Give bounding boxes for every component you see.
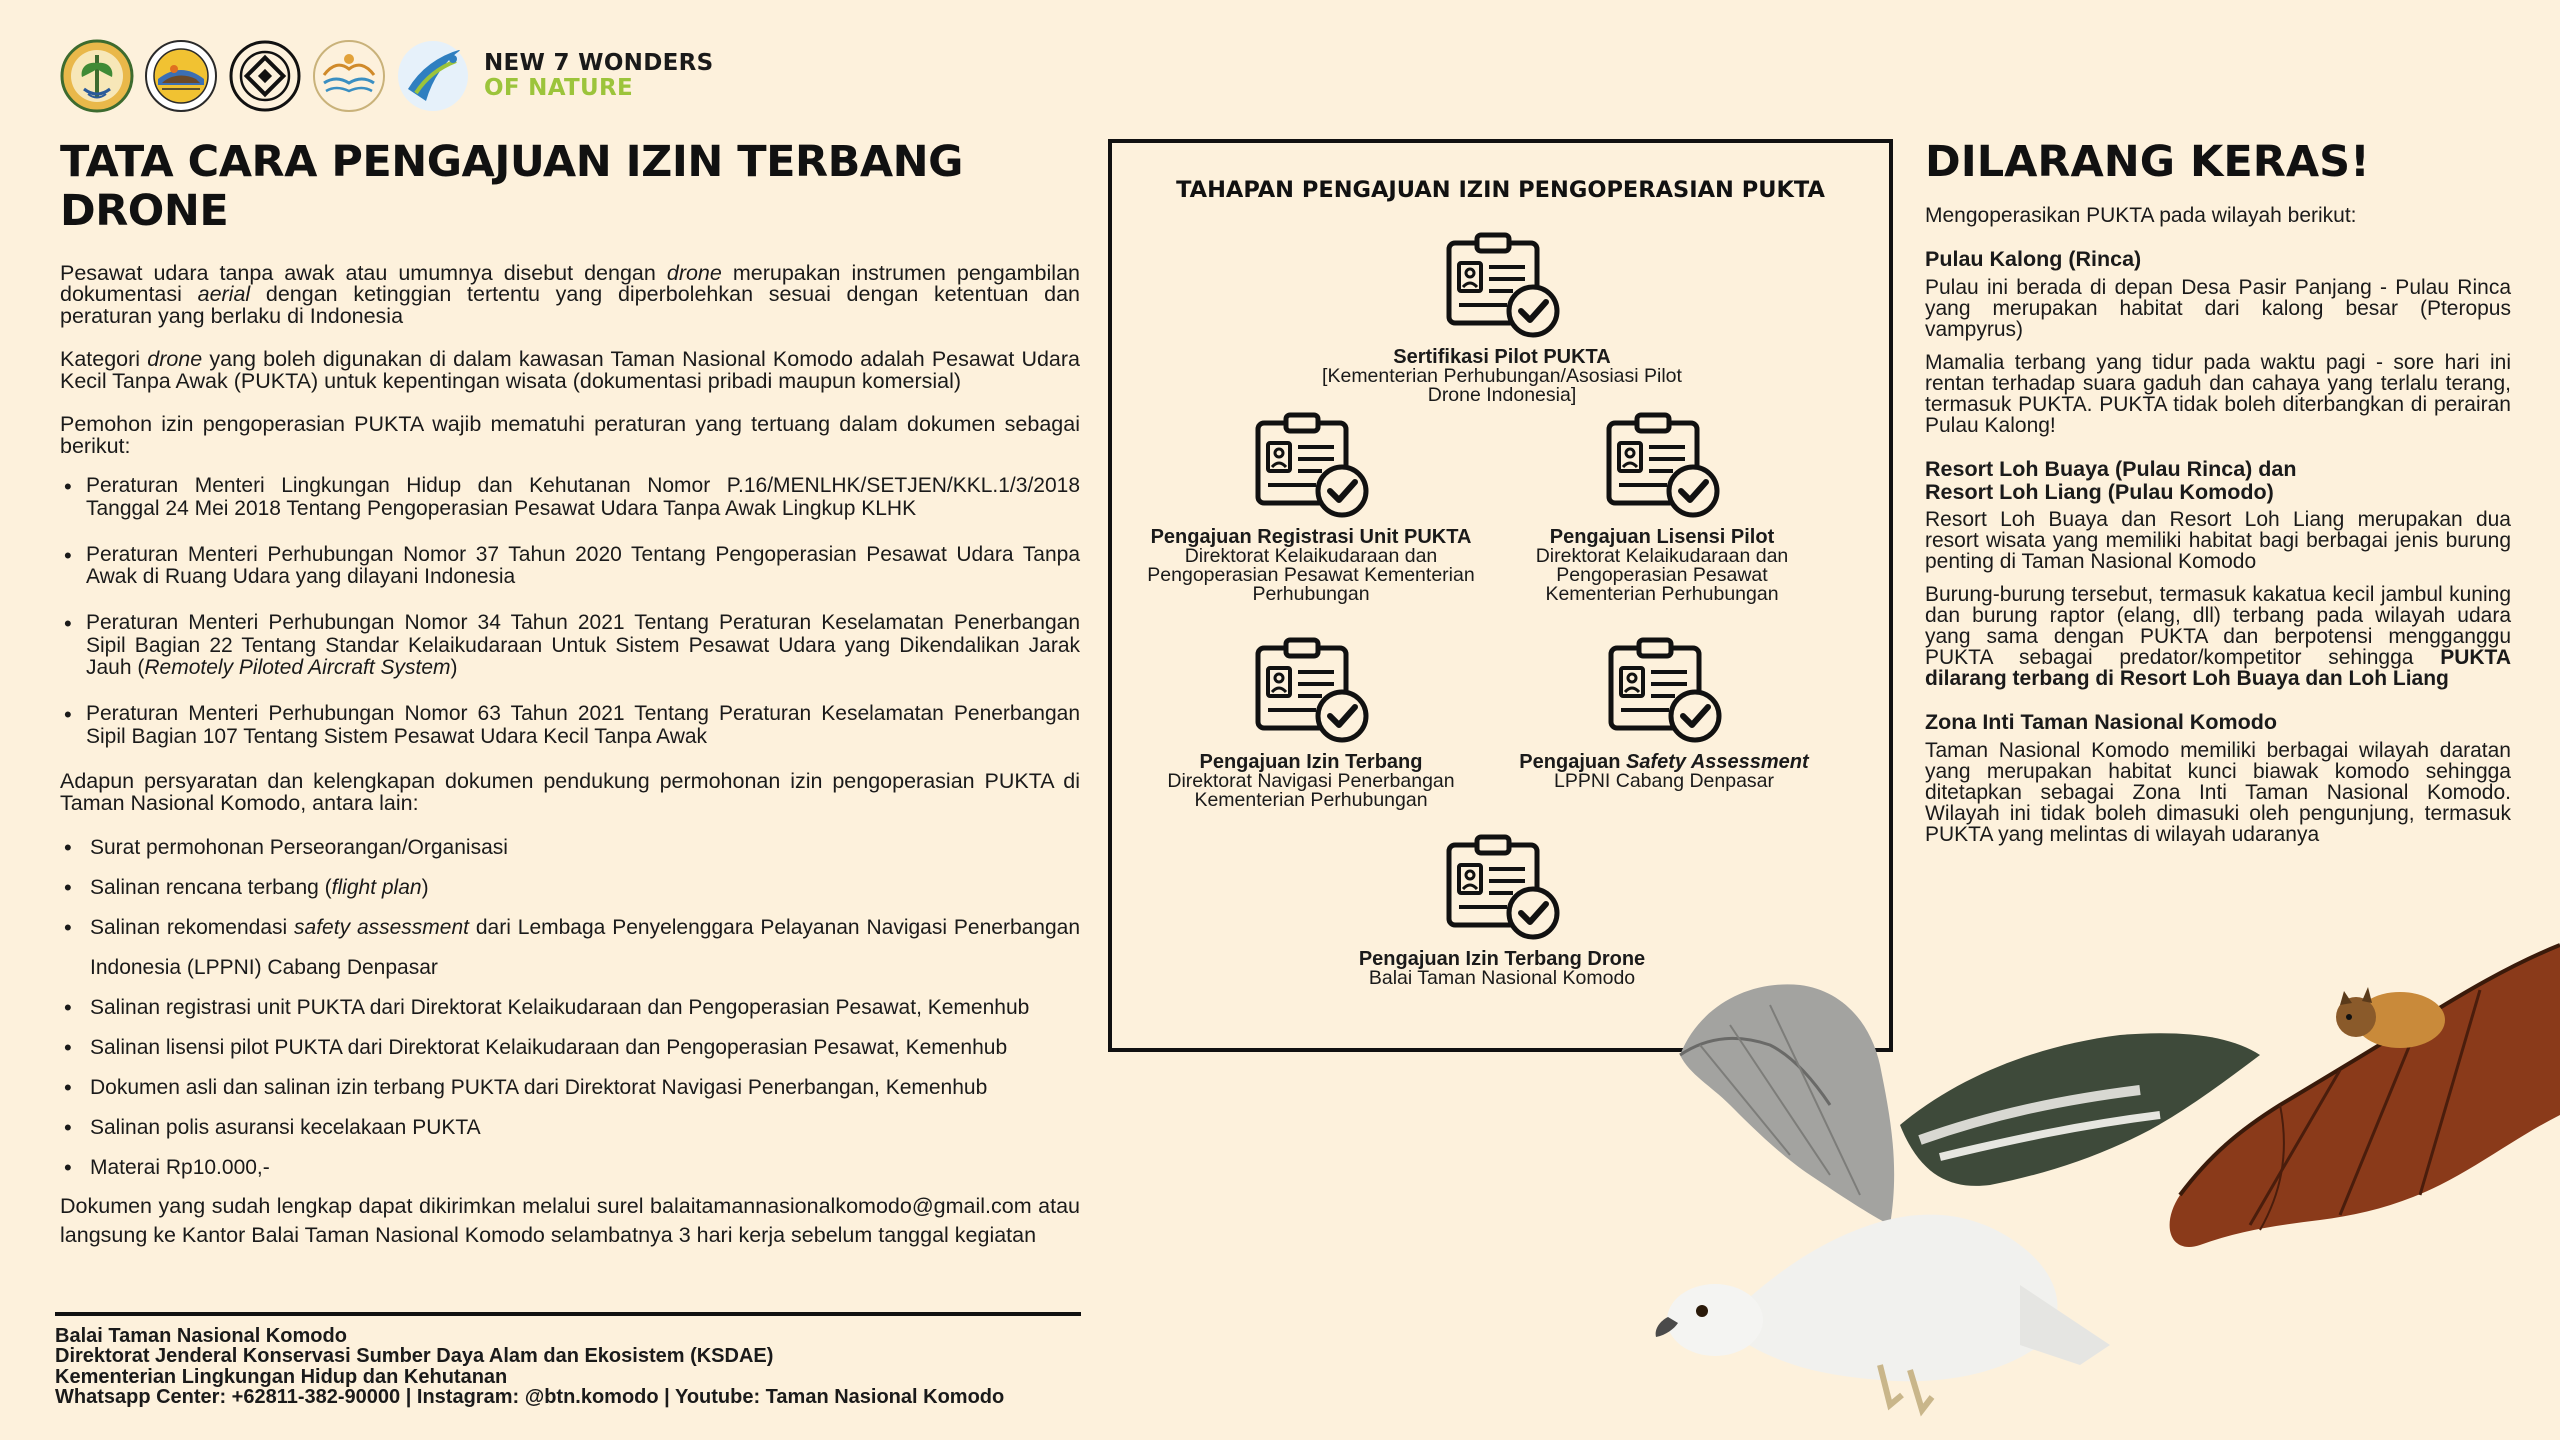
left-column (60, 138, 1080, 1249)
regulation-text: Peraturan Menteri Lingkungan Hidup dan Kehutanan Nomor P.16/MENLHK/SETJEN/KKL.1/3/2018 Tanggal 24 Mei 2018 Tentang Pengoperasian Pesawat Udara Tanpa Awak Lingkup KLHK (86, 474, 1080, 521)
clipboard-check-icon (1246, 636, 1376, 746)
biosphere-reserve-logo (312, 39, 386, 113)
requirement-text: Materai Rp10.000,- (90, 1156, 270, 1180)
p1-text-a: Pesawat udara tanpa awak atau umumnya disebut dengan (60, 260, 667, 285)
step-title: Pengajuan Izin Terbang Drone (1358, 948, 1646, 970)
page-title: TATA CARA PENGAJUAN IZIN TERBANG DRONE (60, 137, 963, 237)
requirement-item (60, 988, 1080, 1028)
world-heritage-logo (228, 39, 302, 113)
step-unit-registration (1136, 411, 1486, 604)
requirement-italic: flight plan (331, 876, 422, 900)
p2-italic-drone: drone (147, 347, 203, 372)
step-flight-permit (1136, 636, 1486, 810)
zone-heading-core-zone: Zona Inti Taman Nasional Komodo (1925, 710, 2277, 735)
zone-text-a: Burung-burung tersebut, termasuk kakatua kecil jambul kuning dan burung raptor (elang, dll) terbang pada wilayah udara yang sama dengan PUKTA dan berpotensi mengganggu PUKTA sebagai predator/kompetitor sehingga (1925, 583, 2511, 670)
p1-italic-drone: drone (666, 260, 722, 285)
clipboard-check-icon (1597, 411, 1727, 521)
p2-text-a: Kategori (60, 347, 148, 372)
zone-text: Resort Loh Buaya dan Resort Loh Liang merupakan dua resort wisata yang memiliki habitat bagi berbagai jenis burung penting di Taman Nasional Komodo (1925, 508, 2511, 574)
regulation-italic: Remotely Piloted Aircraft System (144, 656, 451, 680)
zone-heading-resort (1925, 458, 2511, 503)
p1-italic-aerial: aerial (197, 282, 251, 307)
step-description: Direktorat Kelaikudaraan dan Pengoperasian Pesawat Kementerian Perhubungan (1535, 545, 1789, 606)
clipboard-check-icon (1246, 411, 1376, 521)
p1-text-c: merupakan instrumen pengambilan dokumentasi (60, 260, 1080, 307)
footer-contact-line: Whatsapp Center: +62811-382-90000 | Instagram: @btn.komodo | Youtube: Taman Nasional Komodo (55, 1386, 1005, 1409)
intro-paragraph-2 (60, 349, 1080, 392)
zone-heading-pulau-kalong: Pulau Kalong (Rinca) (1925, 247, 2142, 272)
regulation-item (60, 544, 1080, 589)
zone-heading-line: Resort Loh Buaya (Pulau Rinca) dan (1925, 457, 2297, 481)
steps-box-title: TAHAPAN PENGAJUAN IZIN PENGOPERASIAN PUKTA (1176, 177, 1825, 203)
step-description: Direktorat Navigasi Penerbangan Kementerian Perhubungan (1167, 770, 1455, 812)
step-drone-flight-permit (1312, 833, 1692, 988)
intro-paragraph-1 (60, 260, 1080, 328)
regulation-text: Peraturan Menteri Perhubungan Nomor 37 Tahun 2020 Tentang Pengoperasian Pesawat Udara Tanpa Awak di Ruang Udara yang dilayani Indonesia (86, 542, 1080, 589)
requirement-text: Salinan lisensi pilot PUKTA dari Direktorat Kelaikudaraan dan Pengoperasian Pesawat, Kemenhub (90, 1036, 1008, 1060)
requirements-list (60, 828, 1080, 1188)
regulation-item (60, 612, 1080, 680)
prohibited-title: DILARANG KERAS! (1925, 137, 2370, 187)
step-pilot-certification (1312, 231, 1692, 405)
requirement-item (60, 868, 1080, 908)
step-description: LPPNI Cabang Denpasar (1553, 770, 1775, 792)
requirement-item (60, 1068, 1080, 1108)
requirement-item (60, 828, 1080, 868)
white-bellied-sea-eagle-image (1656, 984, 2260, 1410)
p1-text-e: dengan ketinggian tertentu yang diperbolehkan sesuai dengan ketentuan dan peraturan yang berlaku di Indonesia (60, 282, 1080, 328)
requirement-text: Salinan polis asuransi kecelakaan PUKTA (90, 1116, 481, 1140)
requirements-intro: Adapun persyaratan dan kelengkapan dokumen pendukung permohonan izin pengoperasian PUKTA di Taman Nasional Komodo, antara lain: (60, 769, 1080, 815)
requirement-item (60, 908, 1080, 988)
regulation-end: ) (450, 656, 458, 680)
zone-text: Mamalia terbang yang tidur pada waktu pagi - sore hari ini rentan terhadap suara gaduh dan cahaya yang terlalu terang, termasuk PUKTA. PUKTA tidak boleh diterbangkan di perairan Pulau Kalong! (1925, 351, 2511, 437)
zone-text-bold: PUKTA dilarang terbang di Resort Loh Buaya dan Loh Liang (1925, 646, 2511, 691)
requirement-item (60, 1108, 1080, 1148)
step-title-a: Pengajuan (1519, 751, 1626, 773)
zone-heading-line: Resort Loh Liang (Pulau Komodo) (1925, 479, 2274, 504)
step-pilot-license (1512, 411, 1812, 604)
regulation-item (60, 475, 1080, 520)
requirement-text: Salinan registrasi unit PUKTA dari Direktorat Kelaikudaraan dan Pengoperasian Pesawat, Kemenhub (90, 996, 1030, 1020)
tn-komodo-logo (144, 39, 218, 113)
zone-text: Taman Nasional Komodo memiliki berbagai wilayah daratan yang merupakan habitat kunci biawak komodo sehingga ditetapkan sebagai Zona Inti Taman Nasional Komodo. Wilayah ini tidak boleh dimasuki oleh pengunjung, termasuk PUKTA yang melintas di wilayah udaranya (1925, 738, 2511, 846)
prohibited-intro: Mengoperasikan PUKTA pada wilayah berikut: (1925, 204, 2357, 228)
regulation-text: Peraturan Menteri Perhubungan Nomor 63 Tahun 2021 Tentang Peraturan Keselamatan Penerbangan Sipil Bagian 107 Tentang Sistem Pesawat Udara Kecil Tanpa Awak (86, 702, 1080, 748)
requirement-item (60, 1028, 1080, 1068)
new7wonders-logo (396, 39, 470, 113)
requirement-item (60, 1148, 1080, 1188)
n7-line1: NEW 7 WONDERS (484, 49, 714, 76)
flying-fox-bat-image (2170, 945, 2560, 1247)
step-description: Direktorat Kelaikudaraan dan Pengoperasian Pesawat Kementerian Perhubungan (1147, 545, 1475, 606)
footer-line-1: Balai Taman Nasional Komodo (55, 1325, 347, 1347)
requirement-italic: safety assessment (294, 916, 469, 940)
clipboard-check-icon (1599, 636, 1729, 746)
step-title (1494, 752, 1834, 772)
application-steps-box (1108, 139, 1893, 1052)
footer-line-3: Kementerian Lingkungan Hidup dan Kehutanan (55, 1365, 508, 1388)
step-title-italic: Safety Assessment (1626, 751, 1809, 773)
intro-paragraph-3: Pemohon izin pengoperasian PUKTA wajib mematuhi peraturan yang tertuang dalam dokumen sebagai berikut: (60, 412, 1080, 458)
n7-line2: OF NATURE (484, 74, 634, 101)
clipboard-check-icon (1437, 231, 1567, 341)
footer (55, 1312, 1081, 1408)
step-description: Balai Taman Nasional Komodo (1368, 967, 1636, 989)
right-column (1925, 138, 2511, 845)
step-title: Pengajuan Registrasi Unit PUKTA (1150, 526, 1472, 548)
step-title: Pengajuan Izin Terbang (1199, 751, 1423, 773)
submission-instructions: Dokumen yang sudah lengkap dapat dikirimkan melalui surel balaitamannasionalkomodo@gmail.com atau langsung ke Kantor Balai Taman Nasional Komodo selambatnya 3 hari kerja sebelum tanggal kegiatan (60, 1194, 1080, 1247)
wildlife-illustration (1640, 925, 2560, 1440)
step-safety-assessment (1494, 636, 1834, 791)
p2-text-c: yang boleh digunakan di dalam kawasan Taman Nasional Komodo adalah Pesawat Udara Kecil Tanpa Awak (PUKTA) untuk kepentingan wisata (dokumentasi pribadi maupun komersial) (60, 347, 1081, 393)
clipboard-check-icon (1437, 833, 1567, 943)
requirement-text: Surat permohonan Perseorangan/Organisasi (90, 836, 508, 860)
requirement-text: Dokumen asli dan salinan izin terbang PUKTA dari Direktorat Navigasi Penerbangan, Kemenhub (90, 1076, 988, 1100)
requirement-end: ) (421, 876, 429, 900)
step-title: Pengajuan Lisensi Pilot (1549, 526, 1775, 548)
regulation-item (60, 703, 1080, 748)
new7wonders-wordmark (484, 49, 714, 101)
klhk-logo (60, 39, 134, 113)
regulation-text: Peraturan Menteri Perhubungan Nomor 34 Tahun 2021 Tentang Peraturan Keselamatan Penerbangan Sipil Bagian 22 Tentang Standar Kelaikudaraan Untuk Sistem Pesawat Udara yang Dikendalikan Jarak Jauh ( (86, 611, 1080, 680)
partner-logos (60, 38, 714, 113)
zone-text (1925, 584, 2511, 689)
requirement-text: Salinan rekomendasi (90, 916, 295, 940)
eagle-and-bat-image (1640, 925, 2560, 1440)
requirement-end: dari Lembaga Penyelenggara Pelayanan Navigasi Penerbangan Indonesia (LPPNI) Cabang Denpasar (90, 916, 1081, 980)
regulation-list (60, 475, 1080, 748)
requirement-text: Salinan rencana terbang ( (90, 876, 332, 900)
step-description: [Kementerian Perhubungan/Asosiasi Pilot Drone Indonesia] (1322, 365, 1682, 407)
footer-line-2: Direktorat Jenderal Konservasi Sumber Daya Alam dan Ekosistem (KSDAE) (55, 1345, 774, 1368)
step-title: Sertifikasi Pilot PUKTA (1393, 346, 1611, 368)
zone-text: Pulau ini berada di depan Desa Pasir Panjang - Pulau Rinca yang merupakan habitat dari kalong besar (Pteropus vampyrus) (1925, 276, 2511, 341)
